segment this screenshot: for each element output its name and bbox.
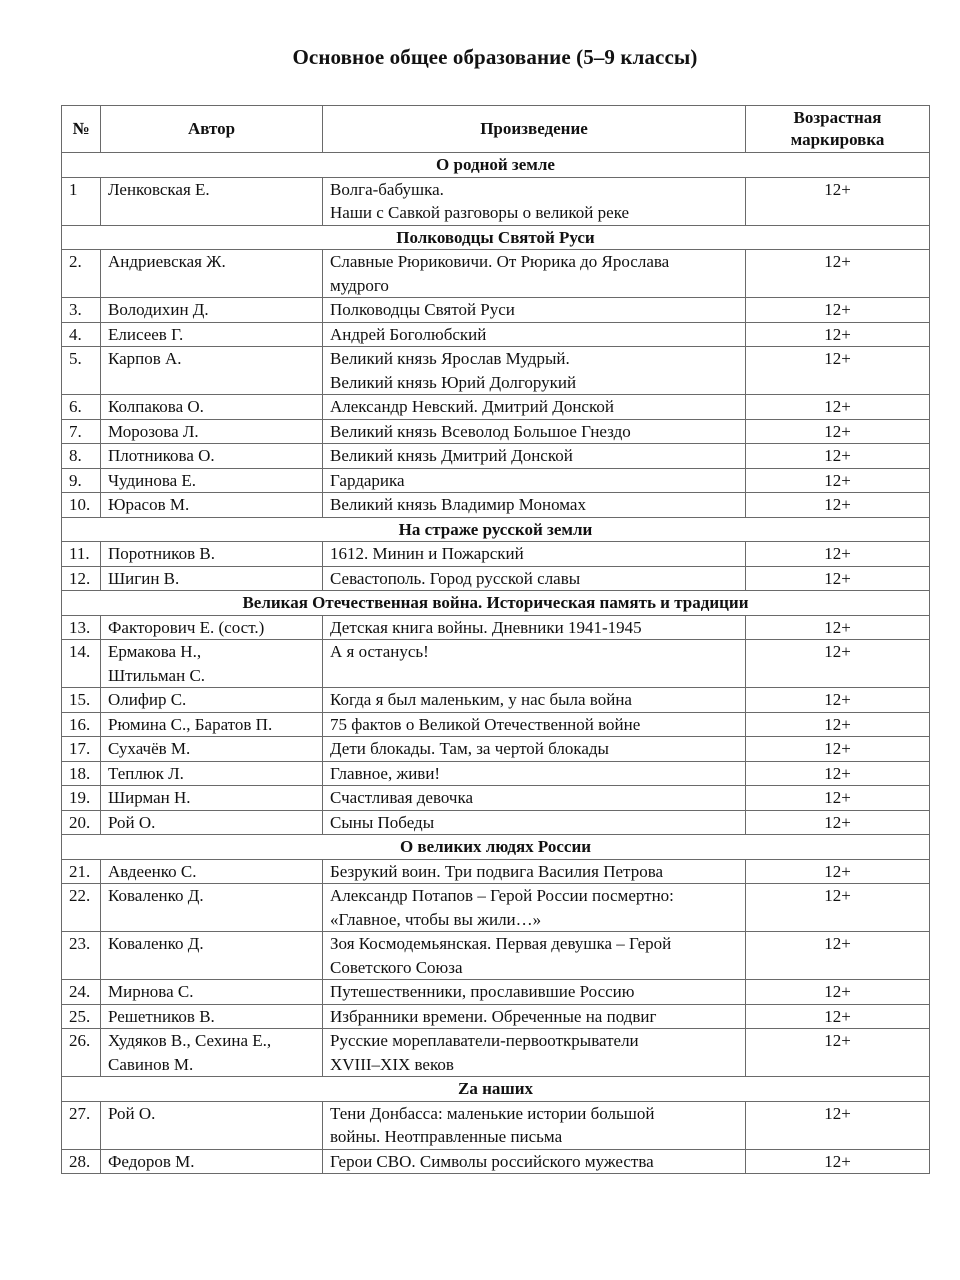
author-cell [101,322,323,347]
work-title-line: Великий князь Владимир Мономах [330,495,586,514]
author-name: Елисеев Г. [108,324,184,344]
table-row [62,810,930,835]
work-title-line: Наши с Савкой разговоры о великой реке [330,203,630,222]
age-rating: 12+ [746,395,930,420]
author-cell [101,1101,323,1149]
age-rating: 12+ [746,712,930,737]
row-number: 16. [62,712,101,737]
work-cell [323,493,746,518]
age-rating: 12+ [746,542,930,567]
author-name: Рюмина С., Баратов П. [108,714,273,734]
work-cell [323,347,746,395]
row-number: 5. [62,347,101,395]
work-title-line: Когда я был маленьким, у нас была война [330,690,632,709]
header-work: Произведение [323,106,746,153]
age-rating: 12+ [746,1029,930,1077]
age-rating: 12+ [746,761,930,786]
row-number: 1 [62,177,101,225]
table-row [62,250,930,298]
author-cell [101,884,323,932]
author-cell [101,859,323,884]
work-cell [323,932,746,980]
author-cell [101,932,323,980]
section-title: Полководцы Святой Руси [62,225,930,250]
author-cell [101,493,323,518]
table-body [62,153,930,1174]
row-number: 4. [62,322,101,347]
author-cell [101,395,323,420]
author-cell [101,615,323,640]
author-cell [101,980,323,1005]
author-name: Плотникова О. [108,446,215,465]
section-title: О великих людях России [62,835,930,860]
work-title-line: Севастополь. Город русской славы [330,568,581,588]
author-name: Карпов А. [108,349,182,368]
document-title: Основное общее образование (5–9 классы) [292,45,698,69]
author-name: Поротников В. [108,544,215,563]
table-row [62,395,930,420]
row-number: 18. [62,761,101,786]
author-cell [101,177,323,225]
row-number: 6. [62,395,101,420]
work-cell [323,980,746,1005]
author-cell [101,640,323,688]
work-title-line: Волга-бабушка. [330,179,444,199]
work-title-line: мудрого [330,275,389,295]
age-rating: 12+ [746,688,930,713]
section-header-row [62,225,930,250]
work-cell [323,298,746,323]
work-title-line: XVIII–XIX веков [330,1054,454,1074]
age-rating: 12+ [746,810,930,835]
work-cell [323,566,746,591]
header-age-rating: Возрастная маркировка [746,106,930,153]
age-rating: 12+ [746,737,930,762]
author-name: Мирнова С. [108,982,194,1001]
table-row [62,615,930,640]
table-row [62,640,930,688]
author-name: Ермакова Н., [108,642,202,661]
header-number: № [62,106,101,153]
work-cell [323,1029,746,1077]
table-row [62,468,930,493]
work-cell [323,1149,746,1174]
work-title-line: войны. Неотправленные письма [330,1127,563,1146]
table-row [62,444,930,469]
author-name: Теплюк Л. [108,763,184,783]
work-title-line: Великий князь Всеволод Большое Гнездо [330,421,631,441]
row-number: 19. [62,786,101,811]
section-title: Великая Отечественная война. Историческая память и традиции [62,591,930,616]
work-title-line: Безрукий воин. Три подвига Василия Петрова [330,861,664,881]
author-name: Штильман С. [108,665,206,685]
table-row [62,493,930,518]
row-number: 9. [62,468,101,493]
work-title-line: Великий князь Дмитрий Донской [330,446,573,465]
table-row [62,419,930,444]
table-header-row [62,106,930,153]
row-number: 26. [62,1029,101,1077]
work-title-line: Детская книга войны. Дневники 1941-1945 [330,617,642,637]
author-name: Худяков В., Сехина Е., [108,1031,272,1050]
table-row [62,1029,930,1077]
header-author: Автор [101,106,323,153]
author-cell [101,444,323,469]
work-title-line: 1612. Минин и Пожарский [330,544,524,563]
work-cell [323,419,746,444]
age-rating: 12+ [746,859,930,884]
work-title-line: Русские мореплаватели-первооткрыватели [330,1031,639,1050]
work-title-line: Путешественники, прославившие Россию [330,982,635,1001]
work-title-line: А я останусь! [330,642,429,661]
work-title-line: Дети блокады. Там, за чертой блокады [330,739,609,758]
age-rating: 12+ [746,347,930,395]
table-row [62,712,930,737]
author-name: Коваленко Д. [108,886,204,905]
age-rating: 12+ [746,884,930,932]
author-cell [101,298,323,323]
table-row [62,1149,930,1174]
work-cell [323,810,746,835]
author-name: Володихин Д. [108,300,209,319]
age-rating: 12+ [746,980,930,1005]
section-header-row [62,591,930,616]
row-number: 21. [62,859,101,884]
author-cell [101,566,323,591]
age-rating: 12+ [746,250,930,298]
author-name: Авдеенко С. [108,861,197,881]
table-row [62,1101,930,1149]
work-title-line: Герои СВО. Символы российского мужества [330,1151,654,1171]
author-name: Чудинова Е. [108,470,197,490]
work-cell [323,322,746,347]
author-name: Колпакова О. [108,397,204,416]
section-header-row [62,1077,930,1102]
table-row [62,761,930,786]
table-row [62,566,930,591]
age-rating: 12+ [746,786,930,811]
age-rating: 12+ [746,493,930,518]
row-number: 13. [62,615,101,640]
work-cell [323,712,746,737]
work-cell [323,468,746,493]
row-number: 17. [62,737,101,762]
work-cell [323,1004,746,1029]
author-cell [101,542,323,567]
work-cell [323,177,746,225]
author-cell [101,1029,323,1077]
age-rating: 12+ [746,1149,930,1174]
table-row [62,932,930,980]
section-title: О родной земле [62,153,930,178]
row-number: 25. [62,1004,101,1029]
table-row [62,298,930,323]
author-cell [101,347,323,395]
table-row [62,980,930,1005]
author-name: Факторович Е. (сост.) [108,617,265,637]
work-cell [323,250,746,298]
table-row [62,1004,930,1029]
work-cell [323,395,746,420]
work-cell [323,615,746,640]
work-title-line: «Главное, чтобы вы жили…» [330,909,542,929]
age-rating: 12+ [746,419,930,444]
table-row [62,347,930,395]
author-name: Шигин В. [108,568,180,588]
age-rating: 12+ [746,322,930,347]
row-number: 24. [62,980,101,1005]
work-title-line: 75 фактов о Великой Отечественной войне [330,714,641,734]
work-title-line: Александр Потапов – Герой России посмертно: [330,886,674,905]
row-number: 20. [62,810,101,835]
work-title-line: Зоя Космодемьянская. Первая девушка – Герой [330,934,672,953]
author-name: Олифир С. [108,690,187,709]
row-number: 10. [62,493,101,518]
age-rating: 12+ [746,640,930,688]
row-number: 14. [62,640,101,688]
row-number: 27. [62,1101,101,1149]
table-row [62,884,930,932]
work-cell [323,1101,746,1149]
work-cell [323,737,746,762]
work-title-line: Главное, живи! [330,763,441,783]
author-name: Сухачёв М. [108,739,191,758]
age-rating: 12+ [746,444,930,469]
author-name: Федоров М. [108,1151,195,1171]
author-cell [101,419,323,444]
work-cell [323,761,746,786]
author-cell [101,786,323,811]
section-title: Zа наших [62,1077,930,1102]
author-name: Андриевская Ж. [108,252,226,271]
age-rating: 12+ [746,932,930,980]
table-row [62,737,930,762]
author-name: Морозова Л. [108,421,199,441]
work-title-line: Андрей Боголюбский [330,324,487,344]
age-rating: 12+ [746,177,930,225]
author-cell [101,761,323,786]
row-number: 11. [62,542,101,567]
work-title-line: Великий князь Ярослав Мудрый. [330,349,570,368]
author-name: Юрасов М. [108,495,190,514]
author-cell [101,468,323,493]
work-title-line: Гардарика [330,470,405,490]
work-title-line: Славные Рюриковичи. От Рюрика до Ярослава [330,252,670,271]
age-rating: 12+ [746,1004,930,1029]
row-number: 7. [62,419,101,444]
author-cell [101,1004,323,1029]
work-title-line: Сыны Победы [330,812,435,832]
book-list-table [61,105,930,1174]
row-number: 28. [62,1149,101,1174]
work-cell [323,444,746,469]
section-title: На страже русской земли [62,517,930,542]
author-cell [101,1149,323,1174]
age-rating: 12+ [746,566,930,591]
row-number: 22. [62,884,101,932]
author-name: Савинов М. [108,1054,194,1074]
work-title-line: Избранники времени. Обреченные на подвиг [330,1006,657,1026]
author-cell [101,250,323,298]
author-cell [101,688,323,713]
age-rating: 12+ [746,298,930,323]
row-number: 2. [62,250,101,298]
author-name: Ленковская Е. [108,179,210,199]
author-name: Рой О. [108,1103,156,1123]
table-row [62,177,930,225]
row-number: 12. [62,566,101,591]
work-cell [323,859,746,884]
table-row [62,859,930,884]
author-cell [101,810,323,835]
row-number: 3. [62,298,101,323]
work-cell [323,884,746,932]
row-number: 8. [62,444,101,469]
work-title-line: Счастливая девочка [330,788,474,807]
work-title-line: Александр Невский. Дмитрий Донской [330,397,614,416]
work-title-line: Великий князь Юрий Долгорукий [330,372,577,392]
section-header-row [62,835,930,860]
work-cell [323,640,746,688]
author-name: Ширман Н. [108,788,191,807]
age-rating: 12+ [746,1101,930,1149]
table-row [62,786,930,811]
work-cell [323,786,746,811]
author-name: Коваленко Д. [108,934,204,953]
work-title-line: Тени Донбасса: маленькие истории большой [330,1103,655,1123]
author-cell [101,712,323,737]
table-row [62,542,930,567]
table-row [62,688,930,713]
work-title-line: Полководцы Святой Руси [330,300,515,319]
work-cell [323,542,746,567]
author-cell [101,737,323,762]
work-cell [323,688,746,713]
row-number: 23. [62,932,101,980]
age-rating: 12+ [746,615,930,640]
section-header-row [62,517,930,542]
work-title-line: Советского Союза [330,957,463,977]
row-number: 15. [62,688,101,713]
table-row [62,322,930,347]
age-rating: 12+ [746,468,930,493]
author-name: Рой О. [108,812,156,832]
author-name: Решетников В. [108,1006,215,1026]
section-header-row [62,153,930,178]
